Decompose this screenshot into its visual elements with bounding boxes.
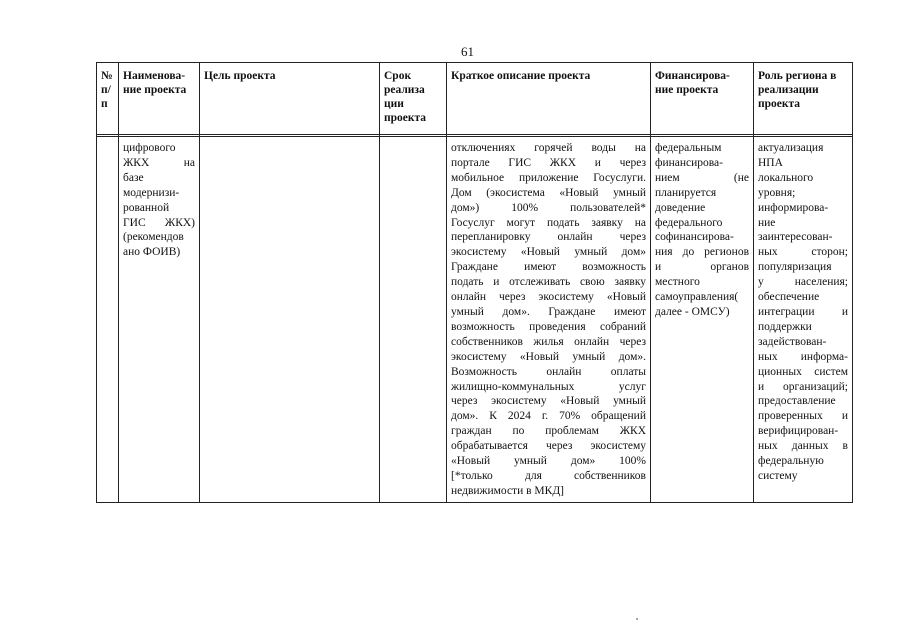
dot-mark (636, 618, 638, 620)
header-line: Наименова- (123, 70, 186, 82)
header-goal (200, 63, 380, 135)
header-line: Цель проекта (204, 70, 276, 82)
text-line: интеграции и (758, 305, 848, 318)
text-line: и организаций; (758, 380, 848, 393)
text-line: умный дом». Граждане имеют (451, 305, 646, 318)
header-line: ние проекта (123, 84, 187, 96)
text-line: ЖКХ на (123, 156, 195, 169)
text-line: Граждане имеют возможность (451, 261, 646, 274)
projects-table (96, 62, 853, 503)
text-line: ных сторон; (758, 246, 848, 259)
text-line: поддержки (758, 320, 812, 333)
cell-name (119, 137, 200, 503)
text-line: собственников жилья онлайн через (451, 335, 646, 348)
text-line: дом») 100% пользователей* (451, 201, 646, 214)
text-line: отключениях горячей воды на (451, 142, 646, 154)
text-line: задействован- (758, 335, 827, 348)
header-line: проекта (384, 112, 427, 124)
text-line: возможность проведения собраний (451, 320, 646, 333)
header-line: Роль региона в (758, 70, 837, 82)
header-name (119, 63, 200, 135)
text-line: базе (123, 171, 144, 184)
cell-role (754, 137, 853, 503)
text-line: проверенных и (758, 410, 848, 423)
text-line: федеральную (758, 455, 824, 468)
text-line: нием (не (655, 171, 749, 184)
text-line: недвижимости в МКД] (451, 484, 564, 497)
header-line: п/ (101, 84, 111, 96)
text-line: «Новый умный дом» 100% (451, 455, 646, 468)
text-line: заинтересован- (758, 231, 833, 244)
table-row (97, 137, 853, 503)
cell-description (447, 137, 651, 503)
text-line: ГИС ЖКХ) (123, 216, 195, 229)
header-line: ние проекта (655, 84, 719, 96)
text-line: портале ГИС ЖКХ и через (451, 156, 646, 169)
header-description (447, 63, 651, 135)
cell-term (380, 137, 447, 503)
header-line: проекта (758, 98, 801, 110)
text-line: софинансирова- (655, 231, 734, 244)
text-line: доведение (655, 201, 706, 214)
text-line: рованной (123, 201, 170, 214)
text-line: предоставление (758, 395, 836, 408)
cell-goal (200, 137, 380, 503)
header-line: Финансирова- (655, 70, 730, 82)
text-line: уровня; (758, 186, 796, 199)
page-number: 61 (461, 44, 474, 59)
text-line: федерального (655, 216, 723, 229)
text-line: планируется (655, 186, 717, 199)
text-line: популяризация (758, 261, 832, 274)
text-line: подать и отслеживать свою заявку (451, 276, 646, 289)
text-line: экосистему «Новый умный дом» (451, 246, 646, 259)
header-line: Краткое описание проекта (451, 70, 591, 82)
header-line: № (101, 70, 113, 82)
text-line: перепланировку онлайн через (451, 231, 646, 244)
header-line: реализа (384, 84, 425, 96)
text-line: Дом (экосистема «Новый умный (451, 186, 646, 199)
text-line: локального (758, 171, 814, 184)
header-number (97, 63, 119, 135)
text-line: мобильное приложение Госуслуги. (451, 171, 646, 184)
header-role (754, 63, 853, 135)
text-line: [*только для собственников (451, 469, 646, 482)
text-line: местного (655, 276, 700, 289)
cell-number (97, 137, 119, 503)
text-line: финансирова- (655, 156, 723, 169)
text-line: жилищно-коммунальных услуг (451, 380, 646, 393)
cell-financing (651, 137, 754, 503)
text-line: самоуправления( (655, 291, 739, 304)
text-line: федеральным (655, 142, 722, 154)
text-line: Госуслуг могут подать заявку на (451, 216, 646, 229)
text-line: модернизи- (123, 186, 180, 199)
header-line: реализации (758, 84, 819, 96)
text-line: обеспечение (758, 291, 820, 304)
text-line: и органов (655, 261, 749, 274)
text-line: ние (758, 216, 776, 229)
header-line: п (101, 98, 108, 110)
text-line: Возможность онлайн оплаты (451, 365, 646, 378)
text-line: онлайн через экосистему «Новый (451, 291, 646, 304)
text-line: ных данных в (758, 440, 848, 453)
text-line: ано ФОИВ) (123, 246, 181, 259)
text-line: верифицирован- (758, 425, 839, 438)
text-line: далее - ОМСУ) (655, 305, 730, 318)
text-line: обрабатывается через экосистему (451, 440, 646, 453)
text-line: граждан по проблемам ЖКХ (451, 425, 646, 438)
text-line: дом». К 2024 г. 70% обращений (451, 410, 646, 423)
text-line: у населения; (758, 276, 848, 289)
text-line: ных информа- (758, 350, 848, 363)
header-line: ции (384, 98, 404, 110)
text-line: ционных систем (758, 365, 848, 378)
text-line: ния до регионов (655, 246, 749, 259)
text-line: через экосистему «Новый умный (451, 395, 646, 408)
header-financing (651, 63, 754, 135)
text-line: экосистему «Новый умный дом». (451, 350, 646, 363)
text-line: актуализация (758, 142, 824, 154)
header-row (97, 63, 853, 135)
text-line: информирова- (758, 201, 829, 214)
text-line: цифрового (123, 142, 176, 154)
text-line: НПА (758, 156, 783, 169)
header-line: Срок (384, 70, 412, 82)
text-line: (рекомендов (123, 231, 184, 244)
text-line: систему (758, 469, 798, 482)
header-term (380, 63, 447, 135)
